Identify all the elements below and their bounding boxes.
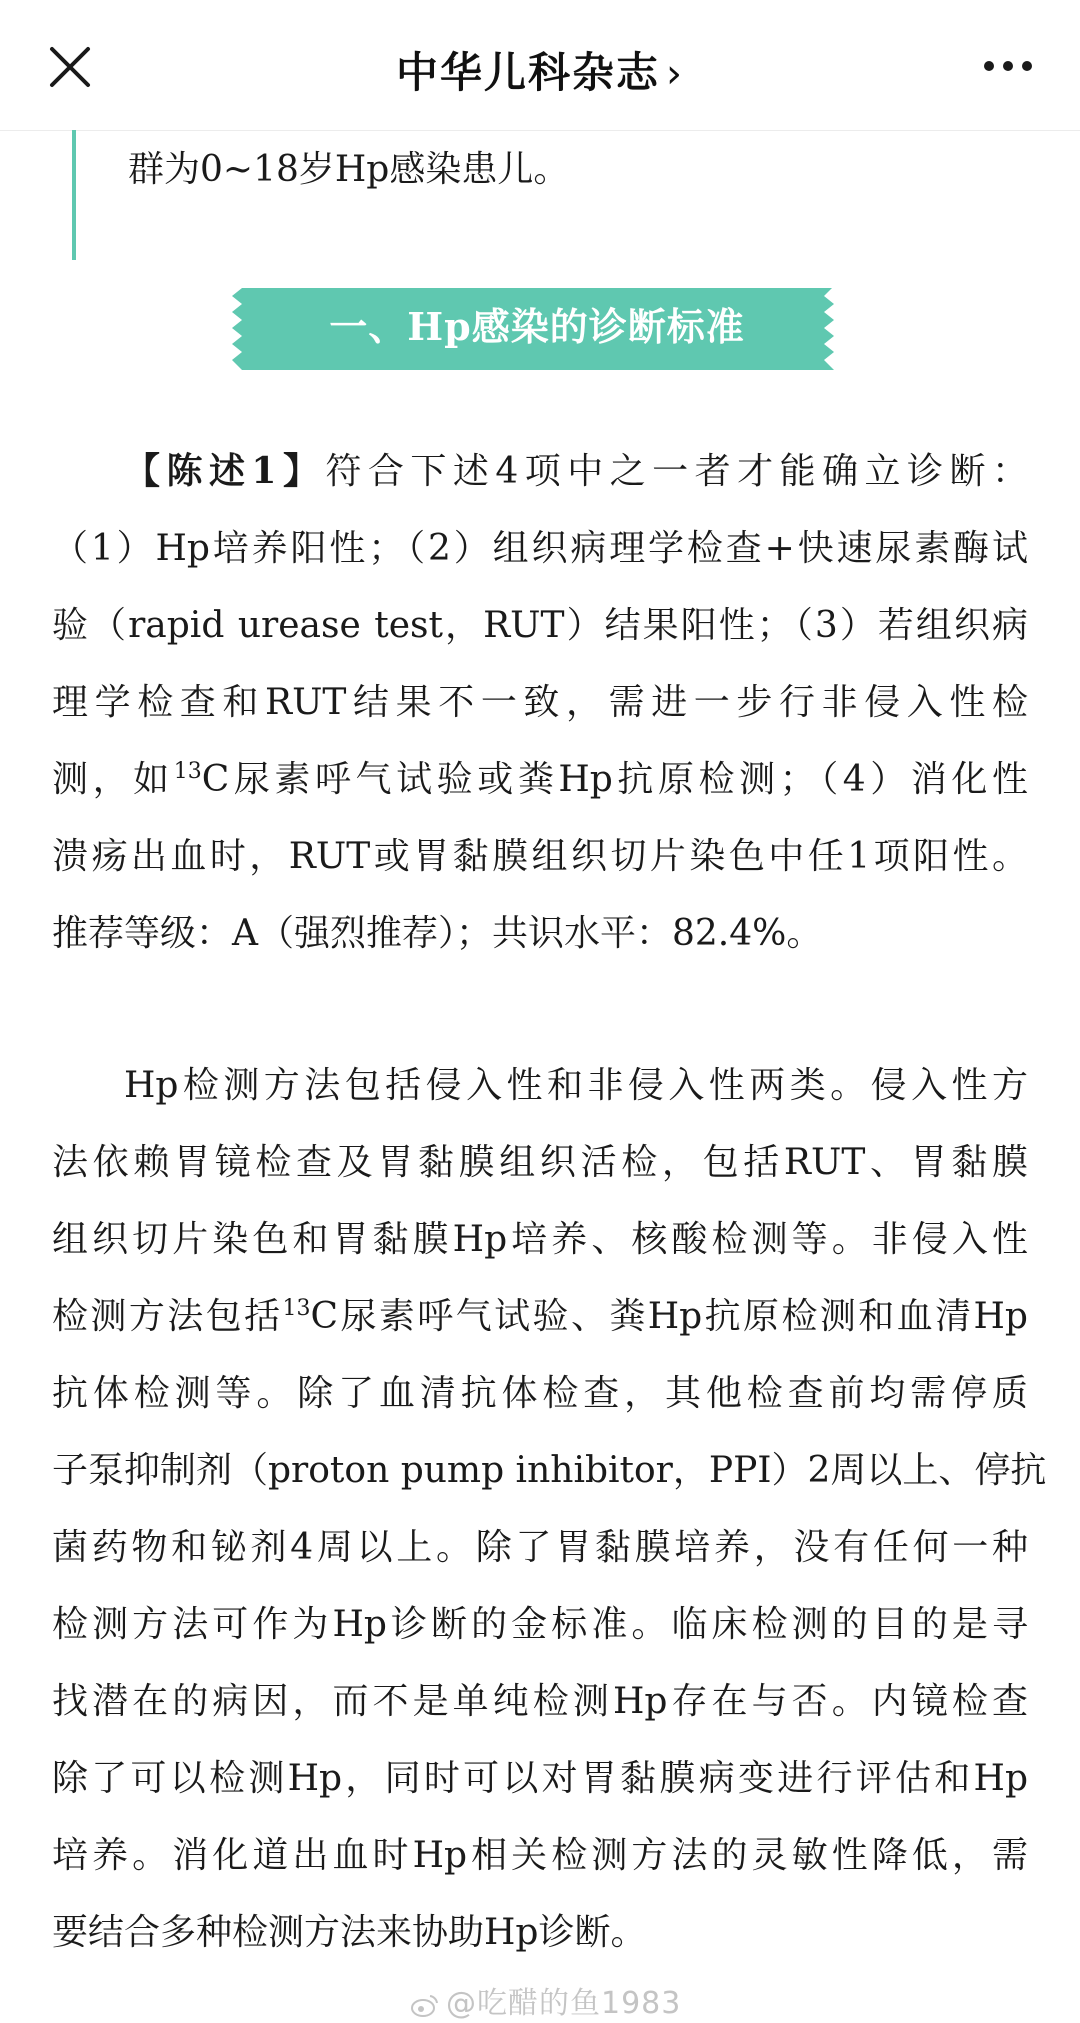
statement-label: 【陈述1】 (124, 450, 326, 492)
account-title: 中华儿科杂志 (395, 48, 660, 97)
chevron-right-icon: › (666, 51, 684, 97)
body-line: 培养。消化道出血时Hp相关检测方法的灵敏性降低，需 (52, 1835, 1028, 1876)
body-line: 子泵抑制剂（proton pump inhibitor，PPI）2周以上、停抗 (52, 1450, 1047, 1491)
top-nav-bar (0, 0, 1080, 131)
recommendation-line: 推荐等级：A（强烈推荐）；共识水平：82.4%。 (52, 913, 823, 954)
more-options-icon[interactable] (984, 58, 1032, 74)
quote-bar (72, 130, 76, 260)
body-line: 法依赖胃镜检查及胃黏膜组织活检，包括RUT、胃黏膜 (52, 1142, 1028, 1183)
body-line: 菌药物和铋剂4周以上。除了胃黏膜培养，没有任何一种 (52, 1527, 1028, 1568)
weibo-icon (410, 1992, 440, 2018)
statement-line: 测，如$^{13}$C尿素呼气试验或粪Hp抗原检测；（4）消化性 (52, 759, 1028, 800)
account-title-link[interactable] (0, 40, 1080, 100)
body-line: 检测方法包括$^{13}$C尿素呼气试验、粪Hp抗原检测和血清Hp (52, 1296, 1028, 1337)
quote-text: 群为0~18岁Hp感染患儿。 (128, 149, 570, 190)
section-header-banner (232, 288, 842, 370)
section-title: 一、Hp感染的诊断标准 (329, 304, 745, 349)
statement-line: 理学检查和RUT结果不一致，需进一步行非侵入性检 (52, 682, 1028, 723)
statement-line: 【陈述1】符合下述4项中之一者才能确立诊断： (124, 450, 1028, 492)
statement-line: 溃疡出血时，RUT或胃黏膜组织切片染色中任1项阳性。 (52, 836, 1028, 877)
body-line: 除了可以检测Hp，同时可以对胃黏膜病变进行评估和Hp (52, 1758, 1028, 1799)
body-line: 抗体检测等。除了血清抗体检查，其他检查前均需停质 (52, 1373, 1028, 1414)
body-line: 找潜在的病因，而不是单纯检测Hp存在与否。内镜检查 (52, 1681, 1028, 1722)
body-line: 检测方法可作为Hp诊断的金标准。临床检测的目的是寻 (52, 1604, 1028, 1645)
watermark-text: @吃醋的鱼1983 (446, 1986, 682, 2021)
body-line: Hp检测方法包括侵入性和非侵入性两类。侵入性方 (124, 1065, 1028, 1106)
statement-paragraph (52, 433, 1028, 972)
body-paragraph (52, 1047, 1047, 1971)
statement-line: （1）Hp培养阳性；（2）组织病理学检查+快速尿素酶试 (52, 528, 1028, 569)
body-line: 要结合多种检测方法来协助Hp诊断。 (52, 1912, 647, 1953)
statement-line: 验（rapid urease test，RUT）结果阳性；（3）若组织病 (52, 605, 1028, 646)
weibo-watermark (410, 1978, 681, 2022)
body-line: 组织切片染色和胃黏膜Hp培养、核酸检测等。非侵入性 (52, 1219, 1028, 1260)
